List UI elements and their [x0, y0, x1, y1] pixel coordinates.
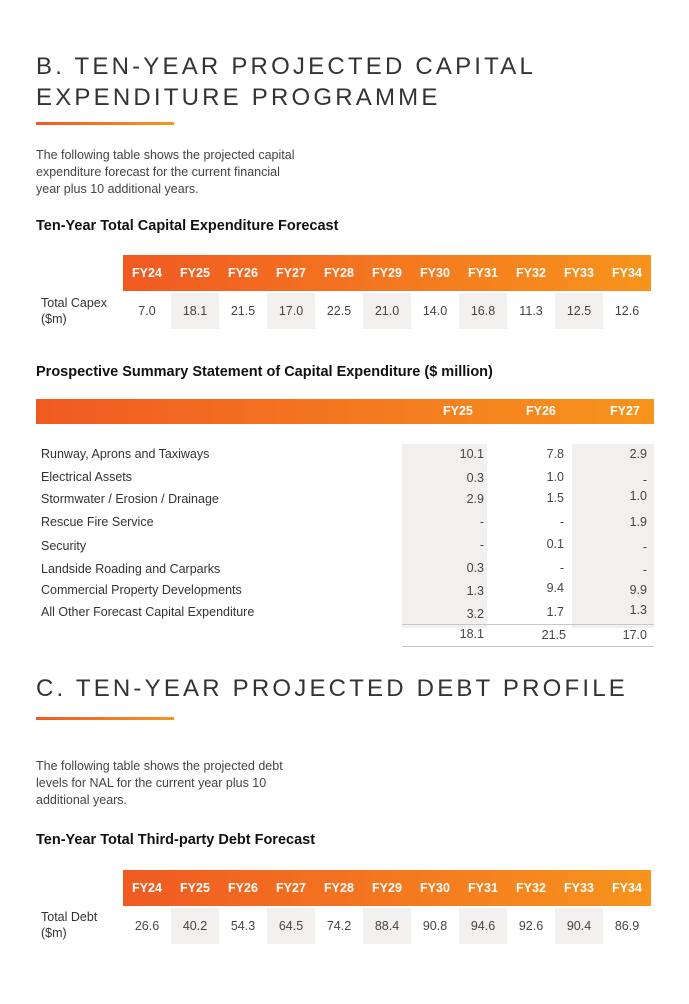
summary-value: - [479, 515, 484, 529]
capex-value: 21.0 [363, 293, 411, 329]
debt-value: 54.3 [230, 919, 256, 933]
year-header: FY29 [372, 266, 402, 280]
intro-line: year plus 10 additional years. [36, 182, 199, 196]
summary-col-fy27: FY27 [610, 404, 640, 418]
summary-value: - [642, 563, 647, 577]
intro-line: The following table shows the projected debt [36, 759, 283, 773]
section-b-rule [36, 122, 174, 125]
summary-value: 3.2 [466, 607, 484, 621]
section-b-intro [36, 147, 336, 198]
capex-value: 7.0 [138, 304, 156, 318]
intro-line: additional years. [36, 793, 128, 807]
summary-value: - [642, 473, 647, 487]
capex-value: 16.8 [459, 293, 507, 329]
summary-value: 1.5 [546, 491, 564, 505]
summary-value: - [479, 538, 484, 552]
year-header: FY28 [324, 266, 354, 280]
summary-col-shade [572, 444, 654, 628]
debt-value: 90.4 [555, 908, 603, 944]
debt-value: 74.2 [326, 919, 352, 933]
debt-header-row [123, 870, 651, 906]
year-header: FY29 [372, 881, 402, 895]
year-header: FY24 [132, 881, 162, 895]
summary-value: 1.0 [629, 489, 647, 503]
capex-value: 14.0 [422, 304, 448, 318]
summary-value: 0.1 [546, 537, 564, 551]
summary-value: - [559, 515, 564, 529]
summary-value: 1.3 [466, 584, 484, 598]
year-header: FY30 [420, 266, 450, 280]
capex-value: 18.1 [171, 293, 219, 329]
year-header: FY28 [324, 881, 354, 895]
year-header: FY33 [564, 881, 594, 895]
debt-row-label [41, 909, 97, 941]
year-header: FY33 [564, 266, 594, 280]
summary-row-label: Rescue Fire Service [41, 515, 154, 529]
debt-table-title: Ten-Year Total Third-party Debt Forecast [36, 832, 316, 848]
summary-col-fy25: FY25 [443, 404, 473, 418]
section-b-title-line1: B. TEN-YEAR PROJECTED CAPITAL [36, 53, 536, 80]
year-header: FY31 [468, 881, 498, 895]
year-header: FY30 [420, 881, 450, 895]
summary-total: 21.5 [541, 628, 566, 642]
row-label-line: Total Debt [41, 910, 98, 924]
debt-values-row [123, 908, 651, 944]
year-header: FY32 [516, 881, 546, 895]
row-label-line: Total Capex [41, 296, 108, 310]
debt-value: 94.6 [459, 908, 507, 944]
capex-value: 12.6 [614, 304, 640, 318]
debt-value: 86.9 [614, 919, 640, 933]
debt-value: 64.5 [267, 908, 315, 944]
summary-value: 1.7 [546, 605, 564, 619]
debt-table [123, 870, 651, 944]
capex-value: 22.5 [326, 304, 352, 318]
summary-value: 1.3 [629, 603, 647, 617]
summary-value: 2.9 [466, 492, 484, 506]
intro-line: expenditure forecast for the current financial [36, 165, 280, 179]
row-label-line: ($m) [41, 926, 67, 940]
summary-value: - [642, 540, 647, 554]
row-label-line: ($m) [41, 312, 67, 326]
summary-title: Prospective Summary Statement of Capital Expenditure ($ million) [36, 364, 493, 380]
summary-value: 9.4 [546, 581, 564, 595]
summary-value: 0.3 [466, 471, 484, 485]
year-header: FY32 [516, 266, 546, 280]
summary-total: 17.0 [622, 628, 647, 642]
capex-header-row [123, 255, 651, 291]
intro-line: levels for NAL for the current year plus 10 [36, 776, 267, 790]
year-header: FY27 [276, 881, 306, 895]
year-header: FY34 [612, 881, 642, 895]
summary-value: 2.9 [629, 447, 647, 461]
summary-value: 10.1 [459, 447, 484, 461]
summary-row-label: Electrical Assets [41, 470, 133, 484]
year-header: FY24 [132, 266, 162, 280]
debt-value: 92.6 [518, 919, 544, 933]
summary-total-rule-bottom [402, 646, 654, 647]
section-c-rule [36, 717, 174, 720]
summary-row-label: Runway, Aprons and Taxiways [41, 447, 210, 461]
capex-row-label [41, 295, 107, 327]
year-header: FY26 [228, 881, 258, 895]
summary-row-label: Security [41, 539, 87, 553]
capex-value: 11.3 [519, 304, 543, 318]
section-b-title-line2: EXPENDITURE PROGRAMME [36, 84, 441, 111]
intro-line: The following table shows the projected capital [36, 148, 295, 162]
summary-header [36, 399, 654, 424]
summary-value: 1.9 [629, 515, 647, 529]
capex-table [123, 255, 651, 329]
debt-value: 90.8 [422, 919, 448, 933]
summary-value: 1.0 [546, 470, 564, 484]
debt-value: 40.2 [171, 908, 219, 944]
capex-values-row [123, 293, 651, 329]
summary-total-rule-top [402, 624, 654, 625]
year-header: FY26 [228, 266, 258, 280]
year-header: FY27 [276, 266, 306, 280]
summary-value: 7.8 [546, 447, 564, 461]
section-c-title: C. TEN-YEAR PROJECTED DEBT PROFILE [36, 675, 628, 702]
summary-value: 9.9 [629, 583, 647, 597]
summary-col-fy26: FY26 [526, 404, 556, 418]
capex-table-title: Ten-Year Total Capital Expenditure Forecast [36, 218, 339, 234]
section-c-intro [36, 758, 336, 809]
summary-value: - [559, 561, 564, 575]
capex-value: 12.5 [555, 293, 603, 329]
year-header: FY25 [180, 266, 210, 280]
capex-value: 21.5 [230, 304, 256, 318]
debt-value: 88.4 [363, 908, 411, 944]
summary-row-label: Landside Roading and Carparks [41, 562, 221, 576]
summary-row-label: All Other Forecast Capital Expenditure [41, 605, 255, 619]
year-header: FY31 [468, 266, 498, 280]
year-header: FY34 [612, 266, 642, 280]
year-header: FY25 [180, 881, 210, 895]
capex-value: 17.0 [267, 293, 315, 329]
summary-row-label: Stormwater / Erosion / Drainage [41, 492, 219, 506]
summary-row-label: Commercial Property Developments [41, 583, 242, 597]
debt-value: 26.6 [134, 919, 160, 933]
summary-total: 18.1 [459, 627, 484, 641]
summary-value: 0.3 [466, 561, 484, 575]
